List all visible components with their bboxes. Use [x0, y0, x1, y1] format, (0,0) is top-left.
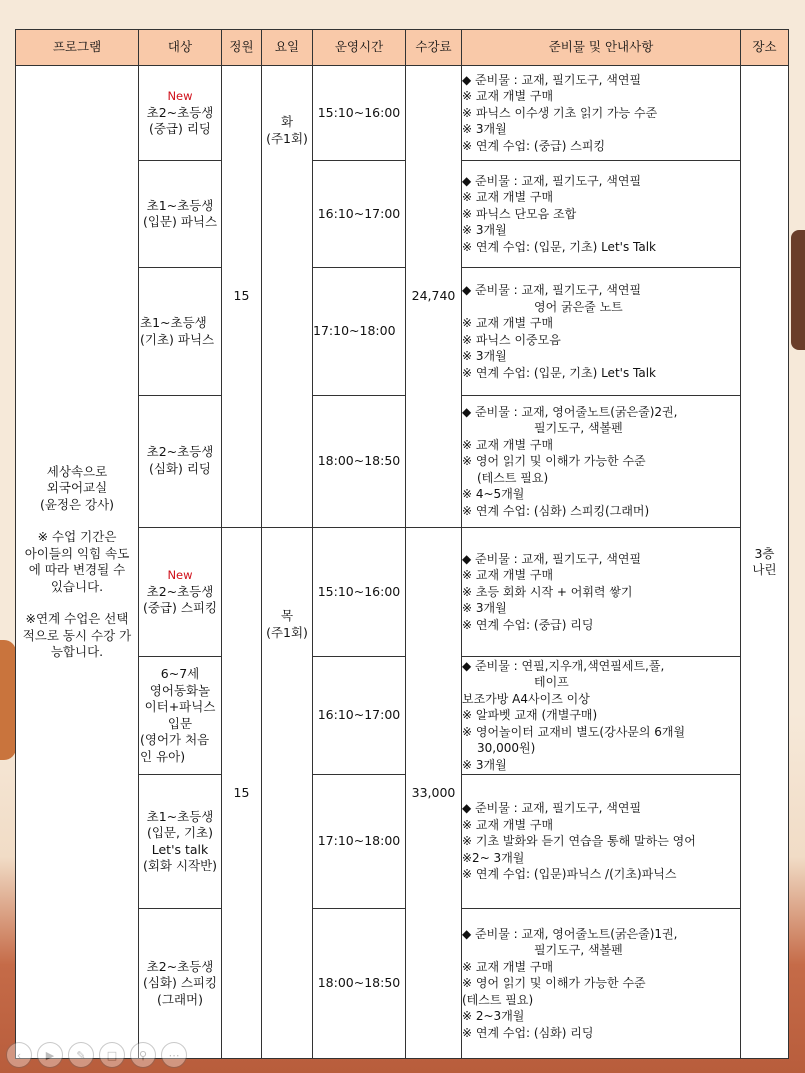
zoom-icon[interactable]: ⚲ [130, 1042, 156, 1068]
header-program: 프로그램 [16, 30, 139, 66]
notes-cell: ◆ 준비물 : 교재, 필기도구, 색연필 영어 굵은줄 노트 ※ 교재 개별 구매 ※ 파닉스 이중모음 ※ 3개월 ※ 연계 수업: (입문, 기초) Let's Talk [462, 268, 741, 396]
header-target: 대상 [139, 30, 222, 66]
location-cell: 3층 나린 [741, 66, 789, 1059]
slide-controls [6, 1042, 187, 1068]
more-icon[interactable]: ⋯ [161, 1042, 187, 1068]
time-cell: 17:10~18:00 [313, 775, 406, 909]
notes-cell: ◆ 준비물 : 연필,지우개,색연필세트,풀, 테이프 보조가방 A4사이즈 이상 ※ 알파벳 교재 (개별구매) ※ 영어놀이터 교재비 별도(강사문의 6개월 30,000원) ※ 3개월 [462, 657, 741, 775]
tree-decoration [0, 640, 16, 760]
notes-cell: ◆ 준비물 : 교재, 필기도구, 색연필 ※ 교재 개별 구매 ※ 기초 발화와 듣기 연습을 통해 말하는 영어 ※2~ 3개월 ※ 연계 수업: (입문)파닉스 /(기초)파닉스 [462, 775, 741, 909]
target-cell: 초1~초등생 (기초) 파닉스 [139, 268, 222, 396]
header-time: 운영시간 [313, 30, 406, 66]
header-capacity: 정원 [222, 30, 262, 66]
table-row [16, 66, 789, 161]
notes-cell: ◆ 준비물 : 교재, 필기도구, 색연필 ※ 교재 개별 구매 ※ 파닉스 이수생 기초 읽기 가능 수준 ※ 3개월 ※ 연계 수업: (중급) 스피킹 [462, 66, 741, 161]
fee-cell: 33,000 [406, 528, 462, 1059]
header-day: 요일 [262, 30, 313, 66]
time-cell: 17:10~18:00 [313, 268, 406, 396]
notes-cell: ◆ 준비물 : 교재, 필기도구, 색연필 ※ 교재 개별 구매 ※ 파닉스 단모음 조합 ※ 3개월 ※ 연계 수업: (입문, 기초) Let's Talk [462, 161, 741, 268]
target-cell: 초1~초등생 (입문, 기초) Let's talk (회화 시작반) [139, 775, 222, 909]
play-icon[interactable]: ▶ [37, 1042, 63, 1068]
notes-cell: ◆ 준비물 : 교재, 영어줄노트(굵은줄)1권, 필기도구, 색볼펜 ※ 교재 개별 구매 ※ 영어 읽기 및 이해가 가능한 수준 (테스트 필요) ※ 2~3개월 ※ 연계 수업: (심화) 리딩 [462, 909, 741, 1059]
tree-branch-decoration [791, 230, 805, 350]
time-cell: 15:10~16:00 [313, 528, 406, 657]
target-cell: New 초2~초등생 (중급) 리딩 [139, 66, 222, 161]
new-badge: New [167, 89, 193, 104]
time-cell: 15:10~16:00 [313, 66, 406, 161]
header-notes: 준비물 및 안내사항 [462, 30, 741, 66]
previous-icon[interactable]: ‹ [6, 1042, 32, 1068]
capacity-cell: 15 [222, 528, 262, 1059]
header-location: 장소 [741, 30, 789, 66]
new-badge: New [167, 568, 193, 583]
notes-cell: ◆ 준비물 : 교재, 필기도구, 색연필 ※ 교재 개별 구매 ※ 초등 회화 시작 + 어휘력 쌓기 ※ 3개월 ※ 연계 수업: (중급) 리딩 [462, 528, 741, 657]
program-cell: 세상속으로 외국어교실 (윤정은 강사) ※ 수업 기간은 아이들의 익힘 속도 에 따라 변경될 수 있습니다. ※연계 수업은 선택 적으로 동시 수강 가 능합니다. [16, 66, 139, 1059]
slides-icon[interactable]: □ [99, 1042, 125, 1068]
header-fee: 수강료 [406, 30, 462, 66]
target-cell: 6~7세 영어동화놀 이터+파닉스 입문 (영어가 처음 인 유아) [139, 657, 222, 775]
schedule-table [15, 29, 789, 1059]
pen-icon[interactable]: ✎ [68, 1042, 94, 1068]
fee-cell: 24,740 [406, 66, 462, 528]
target-cell: New 초2~초등생 (중급) 스피킹 [139, 528, 222, 657]
header-row [16, 30, 789, 66]
target-cell: 초2~초등생 (심화) 리딩 [139, 396, 222, 528]
notes-cell: ◆ 준비물 : 교재, 영어줄노트(굵은줄)2권, 필기도구, 색볼펜 ※ 교재 개별 구매 ※ 영어 읽기 및 이해가 가능한 수준 (테스트 필요) ※ 4~5개월 ※ 연계 수업: (심화) 스피킹(그래머) [462, 396, 741, 528]
time-cell: 18:00~18:50 [313, 396, 406, 528]
time-cell: 16:10~17:00 [313, 161, 406, 268]
capacity-cell: 15 [222, 66, 262, 528]
day-cell: 목 (주1회) [262, 528, 313, 1059]
target-cell: 초2~초등생 (심화) 스피킹 (그래머) [139, 909, 222, 1059]
time-cell: 18:00~18:50 [313, 909, 406, 1059]
day-cell: 화 (주1회) [262, 66, 313, 528]
time-cell: 16:10~17:00 [313, 657, 406, 775]
target-cell: 초1~초등생 (입문) 파닉스 [139, 161, 222, 268]
